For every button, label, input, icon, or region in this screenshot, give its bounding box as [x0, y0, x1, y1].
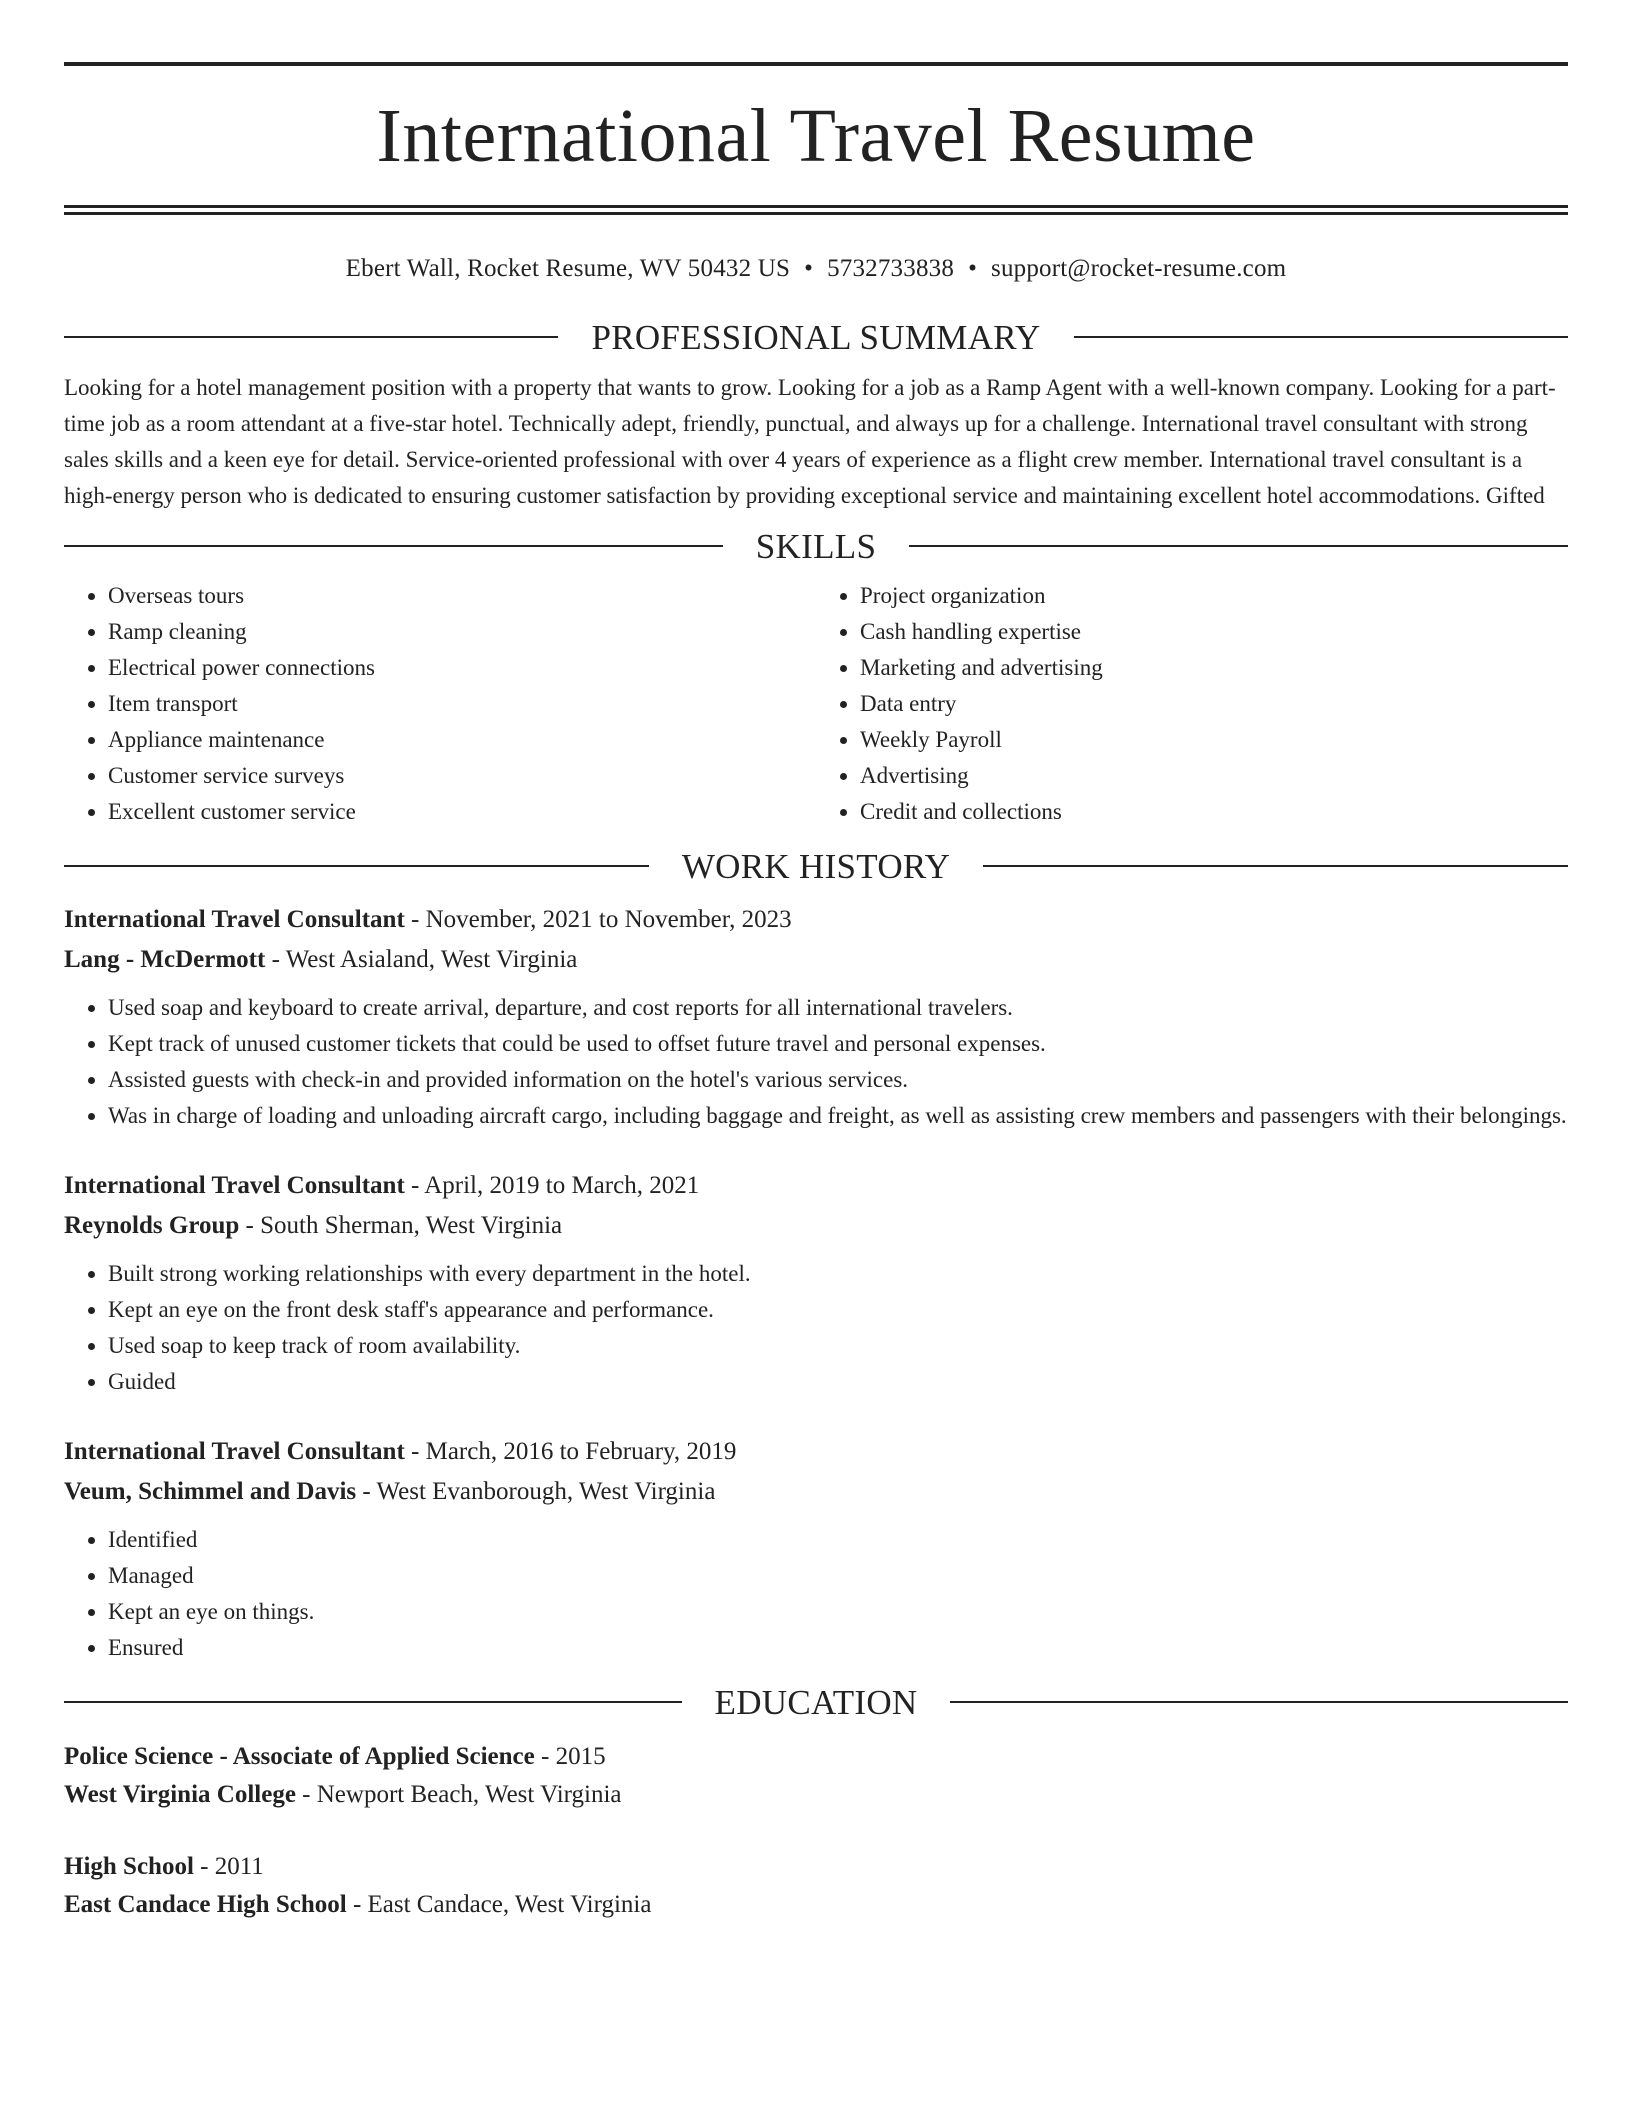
job-bullet: • Used soap to keep track of room availability.: [108, 1328, 1568, 1364]
education-year: - 2015: [534, 1743, 606, 1770]
skills-column-left: [64, 578, 816, 830]
section-rule-left: [64, 1701, 682, 1703]
skills-section-header: [64, 524, 1568, 568]
skill-item: • Advertising: [860, 758, 1568, 794]
job-dates: - November, 2021 to November, 2023: [404, 906, 792, 933]
skill-item: • Electrical power connections: [108, 650, 816, 686]
job-company-line: [64, 940, 1568, 980]
job-bullet: • Kept an eye on the front desk staff's appearance and performance.: [108, 1292, 1568, 1328]
job-company: Veum, Schimmel and Davis: [64, 1478, 357, 1505]
job-bullet: • Identified: [108, 1522, 1568, 1558]
skills-column-right: [816, 578, 1568, 830]
job-bullets: [64, 990, 1568, 1134]
education-degree-line: [64, 1738, 1568, 1776]
skills-list: [64, 578, 1568, 830]
job-bullet: • Managed: [108, 1558, 1568, 1594]
section-rule-left: [64, 336, 558, 338]
work-heading: WORK HISTORY: [681, 846, 951, 886]
title-double-rule: [64, 205, 1568, 215]
job-bullet: • Used soap and keyboard to create arrival, departure, and cost reports for all international travelers.: [108, 990, 1568, 1026]
skill-item: • Credit and collections: [860, 794, 1568, 830]
job-entry: [64, 1166, 1568, 1400]
job-bullet: • Ensured: [108, 1630, 1568, 1666]
skill-item: • Marketing and advertising: [860, 650, 1568, 686]
resume-title: International Travel Resume: [376, 94, 1256, 178]
education-degree-line: [64, 1848, 1568, 1886]
contact-separator: •: [968, 255, 978, 282]
skill-item: • Item transport: [108, 686, 816, 722]
job-dates: - March, 2016 to February, 2019: [404, 1438, 737, 1465]
education-entry: [64, 1738, 1568, 1814]
education-year: - 2011: [193, 1853, 264, 1880]
summary-heading: PROFESSIONAL SUMMARY: [591, 317, 1041, 357]
section-rule-right: [909, 545, 1568, 547]
job-location: - South Sherman, West Virginia: [239, 1212, 563, 1239]
education-location: - Newport Beach, West Virginia: [295, 1781, 622, 1808]
education-location: - East Candace, West Virginia: [346, 1891, 652, 1918]
skill-item: • Cash handling expertise: [860, 614, 1568, 650]
education-school: East Candace High School: [64, 1891, 347, 1918]
summary-section-header: [64, 315, 1568, 359]
job-company: Lang - McDermott: [64, 946, 266, 973]
job-bullet: • Kept an eye on things.: [108, 1594, 1568, 1630]
skill-item: • Appliance maintenance: [108, 722, 816, 758]
education-school: West Virginia College: [64, 1781, 296, 1808]
skill-item: • Project organization: [860, 578, 1568, 614]
job-dates: - April, 2019 to March, 2021: [404, 1172, 700, 1199]
job-bullet: • Assisted guests with check-in and provided information on the hotel's various services.: [108, 1062, 1568, 1098]
skill-item: • Weekly Payroll: [860, 722, 1568, 758]
education-degree: Police Science - Associate of Applied Science: [64, 1743, 535, 1770]
education-section-header: [64, 1680, 1568, 1724]
education-school-line: [64, 1886, 1568, 1924]
work-section-header: [64, 844, 1568, 888]
section-rule-left: [64, 865, 649, 867]
job-bullets: [64, 1522, 1568, 1666]
education-school-line: [64, 1776, 1568, 1814]
top-rule: [64, 62, 1568, 66]
job-company-line: [64, 1472, 1568, 1512]
contact-line: [64, 256, 1568, 281]
contact-email: support@rocket-resume.com: [991, 255, 1287, 282]
contact-separator: •: [804, 255, 814, 282]
job-title-line: [64, 1166, 1568, 1206]
job-title: International Travel Consultant: [64, 906, 405, 933]
section-rule-right: [983, 865, 1568, 867]
skill-item: • Ramp cleaning: [108, 614, 816, 650]
job-bullets: [64, 1256, 1568, 1400]
skill-item: • Overseas tours: [108, 578, 816, 614]
education-entry: [64, 1848, 1568, 1924]
section-rule-right: [1074, 336, 1568, 338]
job-entry: [64, 1432, 1568, 1666]
job-company-line: [64, 1206, 1568, 1246]
skills-heading: SKILLS: [755, 526, 877, 566]
job-title-line: [64, 900, 1568, 940]
skill-item: • Excellent customer service: [108, 794, 816, 830]
summary-text: Looking for a hotel management position with a property that wants to grow. Looking for a job as a Ramp Agent with a well-known company. Looking for a part-time job as a room attendant at a five-star hotel. Technically adept, friendly, punctual, and always up for a challenge. International travel consultant with strong sales skills and a keen eye for detail. Service-oriented professional with over 4 years of experience as a flight crew member. International travel consultant is a high-energy person who is dedicated to ensuring customer satisfaction by providing exceptional service and maintaining excellent hotel accommodations. Gifted: [64, 375, 1556, 508]
job-location: - West Evanborough, West Virginia: [356, 1478, 716, 1505]
contact-address: Ebert Wall, Rocket Resume, WV 50432 US: [345, 255, 791, 282]
skill-item: • Customer service surveys: [108, 758, 816, 794]
skill-item: • Data entry: [860, 686, 1568, 722]
section-rule-left: [64, 545, 723, 547]
contact-phone: 5732733838: [827, 255, 955, 282]
education-heading: EDUCATION: [714, 1682, 918, 1722]
job-bullet: • Was in charge of loading and unloading aircraft cargo, including baggage and freight, as well as assisting crew members and passengers with their belongings.: [108, 1098, 1568, 1134]
job-title-line: [64, 1432, 1568, 1472]
section-rule-right: [950, 1701, 1568, 1703]
job-bullet: • Built strong working relationships with every department in the hotel.: [108, 1256, 1568, 1292]
job-title: International Travel Consultant: [64, 1172, 405, 1199]
job-entry: [64, 900, 1568, 1134]
job-location: - West Asialand, West Virginia: [265, 946, 578, 973]
job-bullet: • Guided: [108, 1364, 1568, 1400]
job-company: Reynolds Group: [64, 1212, 240, 1239]
job-title: International Travel Consultant: [64, 1438, 405, 1465]
job-bullet: • Kept track of unused customer tickets that could be used to offset future travel and personal expenses.: [108, 1026, 1568, 1062]
education-degree: High School: [64, 1853, 194, 1880]
